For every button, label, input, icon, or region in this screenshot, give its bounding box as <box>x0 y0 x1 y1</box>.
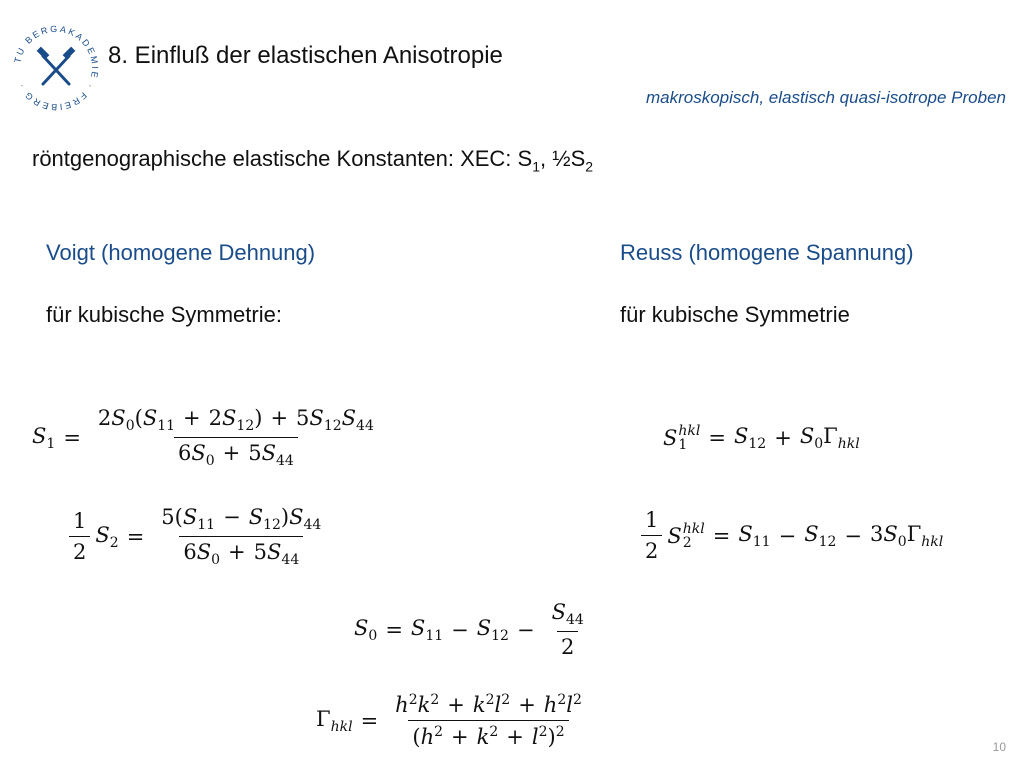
voigt-s2-equation: $\frac{1}{2}$ $S_2$ = $\frac{5(S_{11} - S_{12})S_{44}}{6S_0 + 5S_{44}}$ <box>64 505 330 568</box>
reuss-heading: Reuss (homogene Spannung) <box>620 240 914 265</box>
voigt-heading: Voigt (homogene Dehnung) <box>46 240 316 265</box>
svg-text:TU BERGAKADEMIE · FREIBERG ·: TU BERGAKADEMIE · FREIBERG · <box>12 23 101 113</box>
voigt-s1-equation: $S_1$ = $\frac{2S_0(S_{11} + 2S_{12}) + 5S_{12}S_{44}}{6S_0 + 5S_{44}}$ <box>32 406 374 469</box>
xec-line <box>32 146 593 174</box>
gamma-equation: $\Gamma_{hkl}$ = $\frac{h^2k^2 + k^2l^2 + h^2l^2}{(h^2 + k^2 + l^2)^2}$ <box>316 692 582 749</box>
xec-sep: , ½S <box>540 146 586 171</box>
slide-title: 8. Einfluß der elastischen Anisotropie <box>108 42 503 69</box>
xec-sub1: 1 <box>532 158 540 175</box>
reuss-s2-equation: $\frac{1}{2}$ S hkl 2 = $S_{11}$ − $S_{12}$ − $3S_0\Gamma_{hkl}$ <box>636 508 943 563</box>
reuss-symmetry-label: für kubische Symmetrie <box>620 302 850 327</box>
slide-subtitle: makroskopisch, elastisch quasi-isotrope Proben <box>645 88 1006 107</box>
voigt-symmetry-label: für kubische Symmetrie: <box>46 302 282 327</box>
xec-sub2: 2 <box>585 158 594 175</box>
xec-text: röntgenographische elastische Konstanten: XEC: S <box>32 146 533 171</box>
reuss-s1-equation: S hkl 1 = $S_{12}$ + $S_0\Gamma_{hkl}$ <box>663 423 860 453</box>
s0-equation: $S_0$ = $S_{11}$ − $S_{12}$ − $\frac{S_{44}}{2}$ <box>354 600 584 659</box>
page-number: 10 <box>992 740 1006 754</box>
tu-bergakademie-freiberg-logo <box>10 22 102 114</box>
